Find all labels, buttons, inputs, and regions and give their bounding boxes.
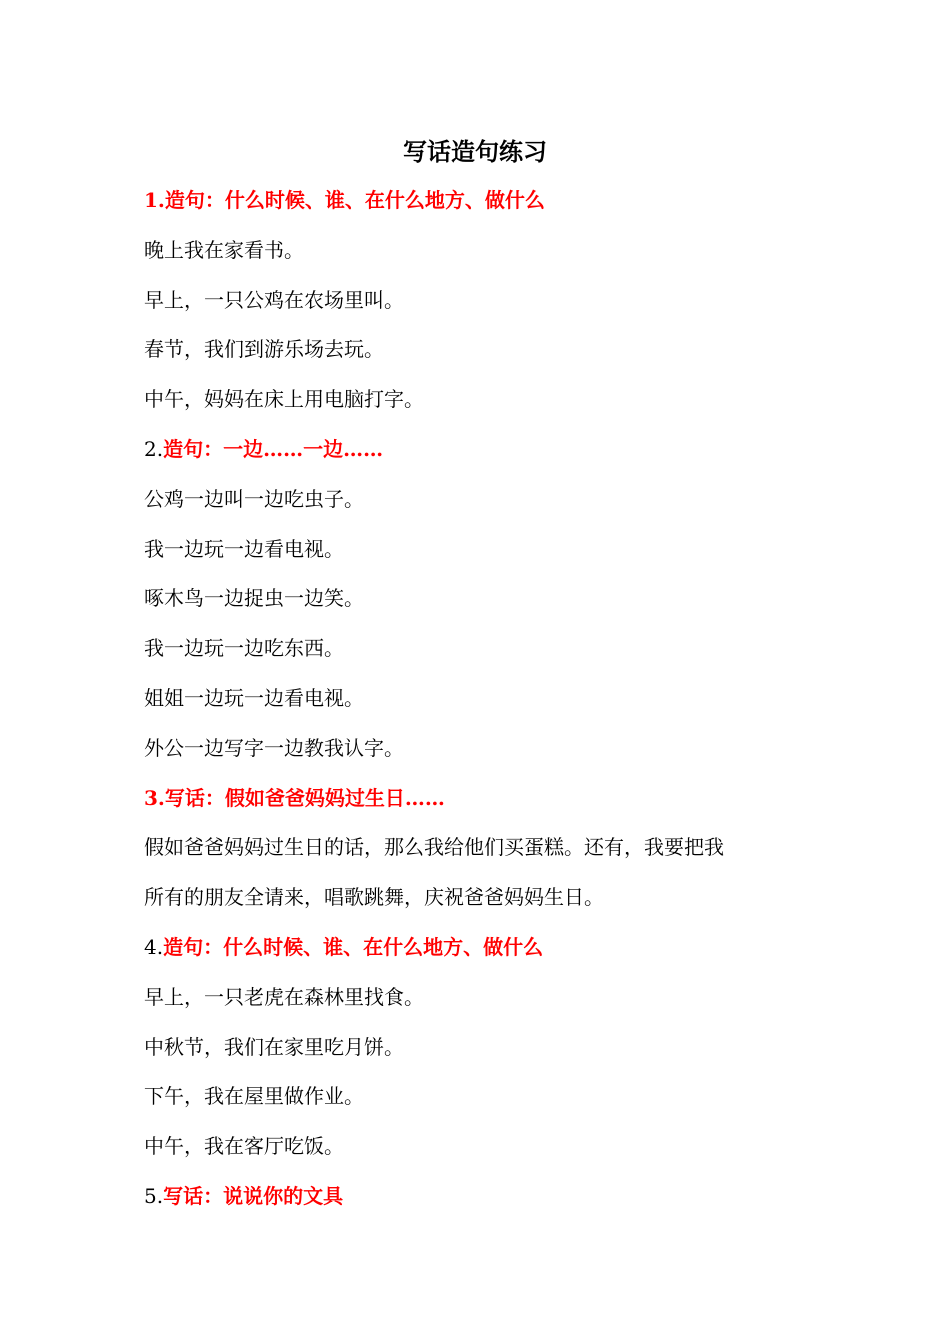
section-heading-2 <box>144 425 824 475</box>
sentence-line: 中午，妈妈在床上用电脑打字。 <box>144 387 424 412</box>
paragraph-line: 假如爸爸妈妈过生日的话，那么我给他们买蛋糕。还有，我要把我 <box>144 835 724 860</box>
section-heading-text: 造句：一边……一边…… <box>163 436 384 461</box>
sentence-line: 早上，一只老虎在森林里找食。 <box>144 984 424 1009</box>
paragraph-line: 所有的朋友全请来，唱歌跳舞，庆祝爸爸妈妈生日。 <box>144 885 604 910</box>
section-heading-3 <box>144 774 824 824</box>
section-number: 3. <box>144 785 165 810</box>
sentence-line: 中秋节，我们在家里吃月饼。 <box>144 1034 404 1059</box>
section-number: 5. <box>144 1183 164 1208</box>
sentence-line: 中午，我在客厅吃饭。 <box>144 1134 344 1159</box>
sentence-line: 晚上我在家看书。 <box>144 237 304 262</box>
section-heading-text: 造句：什么时候、谁、在什么地方、做什么 <box>163 934 544 959</box>
section-heading-text: 写话：假如爸爸妈妈过生日…… <box>164 785 445 810</box>
sentence-line: 我一边玩一边吃东西。 <box>144 636 344 661</box>
section-heading-text: 造句：什么时候、谁、在什么地方、做什么 <box>164 188 545 212</box>
sentence-line: 我一边玩一边看电视。 <box>144 536 344 561</box>
section-heading-text: 写话：说说你的文具 <box>163 1183 344 1208</box>
section-heading-4 <box>144 923 824 973</box>
section-number: 4. <box>144 934 164 959</box>
sentence-line: 早上，一只公鸡在农场里叫。 <box>144 287 404 312</box>
sentence-line: 姐姐一边玩一边看电视。 <box>144 685 364 710</box>
sentence-line: 下午，我在屋里做作业。 <box>144 1084 364 1109</box>
document-body <box>144 176 824 1222</box>
sentence-line: 外公一边写字一边教我认字。 <box>144 735 404 760</box>
sentence-line: 公鸡一边叫一边吃虫子。 <box>144 486 364 511</box>
section-number: 2. <box>144 436 164 461</box>
document-title: 写话造句练习 <box>403 137 547 166</box>
sentence-line: 啄木鸟一边捉虫一边笑。 <box>144 586 364 611</box>
section-number: 1. <box>144 188 165 212</box>
sentence-line: 春节，我们到游乐场去玩。 <box>144 337 384 362</box>
section-heading-1 <box>144 176 824 226</box>
section-heading-5 <box>144 1172 824 1222</box>
